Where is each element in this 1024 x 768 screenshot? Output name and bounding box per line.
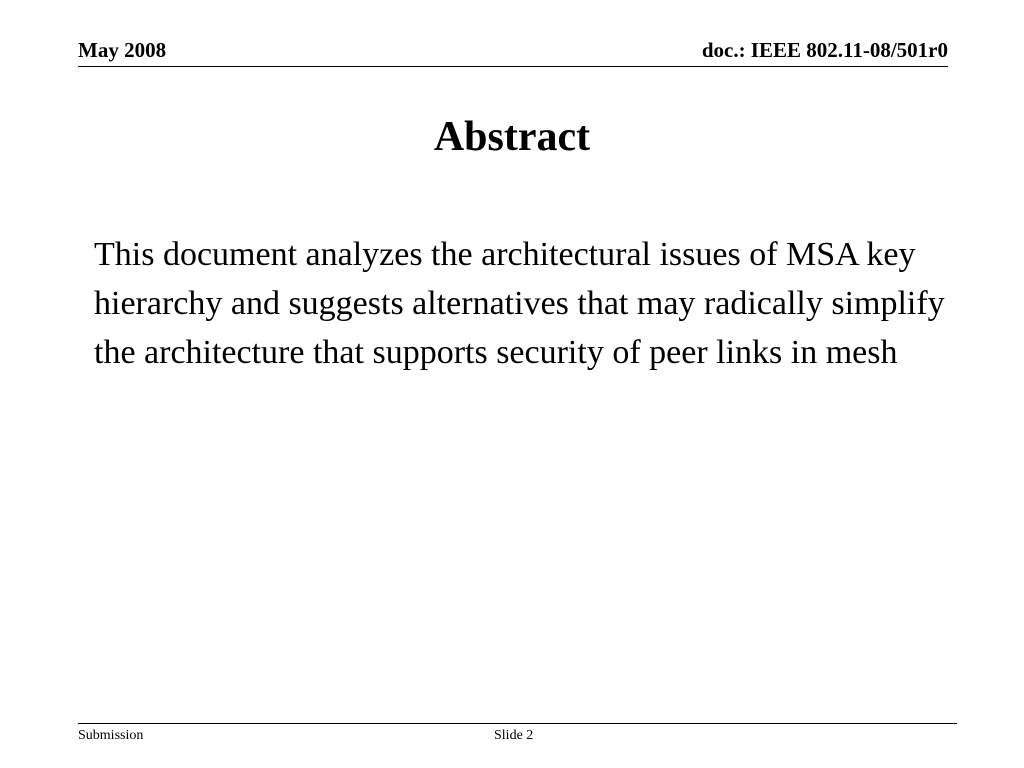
footer-submission-label: Submission bbox=[78, 728, 144, 743]
abstract-body-text: This document analyzes the architectural issues of MSA key hierarchy and suggests alternatives that may radically simplify the architecture that supports security of peer links in mesh bbox=[94, 236, 945, 371]
slide-title: Abstract bbox=[433, 114, 591, 160]
header-divider bbox=[78, 66, 948, 67]
header-doc-id: doc.: IEEE 802.11-08/501r0 bbox=[701, 38, 948, 62]
header-date: May 2008 bbox=[78, 38, 167, 62]
footer-slide-number: Slide 2 bbox=[494, 728, 534, 743]
footer-divider bbox=[78, 723, 957, 724]
